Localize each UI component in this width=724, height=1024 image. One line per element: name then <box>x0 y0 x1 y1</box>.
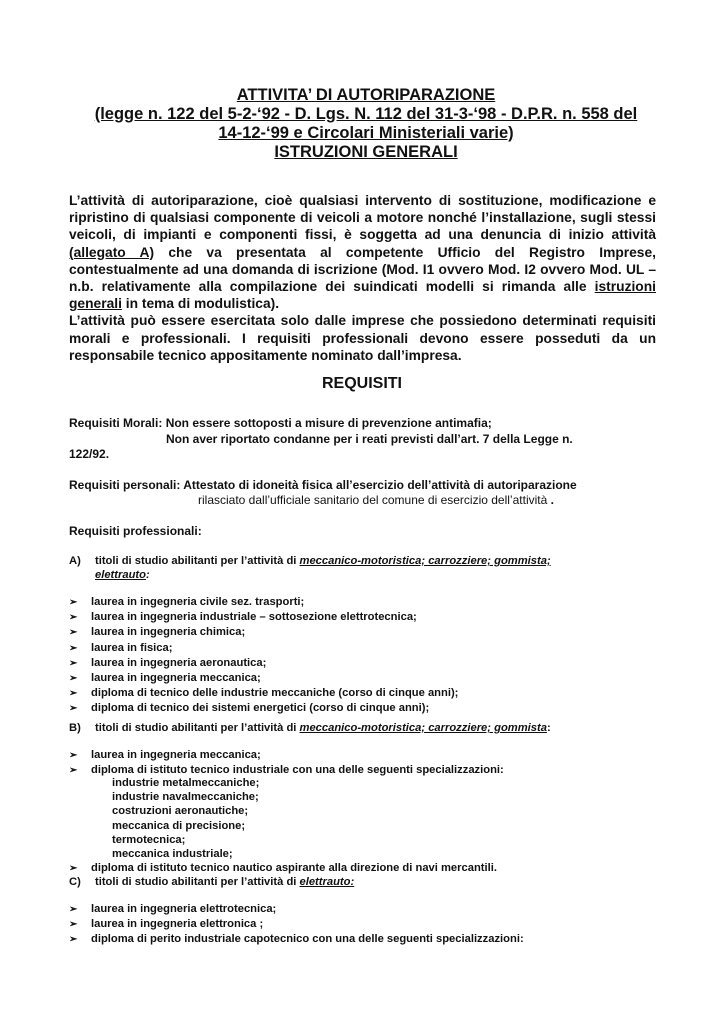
bullet-arrow-icon: ➢ <box>69 597 78 608</box>
list-item-text: laurea in ingegneria chimica; <box>91 626 246 639</box>
list-item-text: laurea in ingegneria elettrotecnica; <box>91 903 277 915</box>
section-a-heading-2 <box>95 568 150 582</box>
list-item-text: laurea in fisica; <box>91 641 173 654</box>
list-item-text: industrie metalmeccaniche; <box>112 777 260 789</box>
requisiti-morali-2: Non aver riportato condanne per i reati previsti dall’art. 7 della Legge n. <box>166 432 573 446</box>
list-item-text: laurea in ingegneria meccanica; <box>91 672 261 685</box>
section-a-heading <box>69 554 551 568</box>
list-item <box>69 847 259 861</box>
header-title: ATTIVITA’ DI AUTORIPARAZIONE <box>236 86 496 104</box>
list-item-text: laurea in ingegneria industriale – sottosezione elettrotecnica; <box>91 611 417 624</box>
requisiti-morali-1: Non essere sottoposti a misure di prevenzione antimafia; <box>165 416 492 430</box>
bullet-arrow-icon: ➢ <box>69 688 78 700</box>
intro-paragraph-1 <box>69 192 656 312</box>
list-item-text: laurea in ingegneria aeronautica; <box>91 656 267 669</box>
list-item <box>69 932 524 947</box>
list-item-text: diploma di tecnico dei sistemi energetici (corso di cinque anni); <box>91 702 430 715</box>
section-b-heading <box>69 721 551 735</box>
requisiti-professionali-label: Requisiti professionali: <box>69 524 202 538</box>
list-item <box>69 776 259 790</box>
bullet-arrow-icon: ➢ <box>69 657 78 669</box>
requisiti-morali <box>69 416 492 431</box>
istruzioni-generali-link[interactable]: istruzioni generali <box>69 279 656 312</box>
section-b-trades: meccanico-motoristica; carrozziere; gommista <box>299 722 547 734</box>
list-item-text: laurea in ingegneria meccanica; <box>91 749 261 761</box>
list-item <box>69 595 458 610</box>
list-item <box>69 610 458 625</box>
header-law-line-2: 14-12-‘99 e Circolari Ministeriali varie) <box>218 124 514 142</box>
section-a-list <box>69 595 458 717</box>
intro-text-part: L’attività di autoriparazione, cioè qualsiasi intervento di sostituzione, modificazione e ripristino di qualsiasi componente di veicoli a motore nonché l’installazione, sugli stessi veicoli, di impianti e componenti fissi, è soggetta ad una denuncia di inizio attività <box>69 193 656 243</box>
list-item-text: diploma di tecnico delle industrie meccaniche (corso di cinque anni); <box>91 687 459 700</box>
requisiti-personali-1: Attestato di idoneità fisica all’esercizio dell’attività di autoriparazione <box>183 478 577 492</box>
list-item-text: meccanica industriale; <box>112 848 233 861</box>
bullet-arrow-icon: ➢ <box>69 627 78 639</box>
intro-text-part: che va presentata al competente Ufficio del Registro Imprese, contestualmente ad una domanda di iscrizione (Mod. I1 ovvero Mod. I2 ovvero Mod. UL – n.b. relativamente alla compilazione dei suindicati modelli si rimanda alle <box>69 244 656 295</box>
section-b-sublist <box>69 776 259 861</box>
section-c-text: titoli di studio abilitanti per l’attività di <box>95 876 300 888</box>
section-a-trades: meccanico-motoristica; carrozziere; gommista; <box>299 555 551 567</box>
list-item-text: termotecnica; <box>112 833 186 846</box>
list-item <box>69 790 259 804</box>
list-item-text: laurea in ingegneria elettronica ; <box>91 918 264 931</box>
list-item-text: industrie navalmeccaniche; <box>112 791 259 804</box>
list-item <box>69 701 458 716</box>
requisiti-personali-text: rilasciato dall’ufficiale sanitario del comune di esercizio dell’attività <box>198 493 548 507</box>
bullet-arrow-icon: ➢ <box>69 673 78 685</box>
list-item <box>69 902 524 917</box>
section-c-letter: C) <box>69 876 81 888</box>
bullet-arrow-icon: ➢ <box>69 863 78 874</box>
list-item-text: diploma di istituto tecnico industriale con una delle seguenti specializzazioni: <box>91 764 504 777</box>
requisiti-heading: REQUISITI <box>321 375 402 392</box>
list-item-text: diploma di perito industriale capotecnico con una delle seguenti specializzazioni: <box>91 933 524 946</box>
section-a-colon: : <box>145 569 150 581</box>
requisiti-personali-2 <box>198 493 554 508</box>
section-b-letter: B) <box>69 722 81 734</box>
document-header <box>66 86 666 162</box>
section-a-text: titoli di studio abilitanti per l’attività di <box>95 555 300 567</box>
list-item <box>69 656 458 671</box>
bullet-arrow-icon: ➢ <box>69 750 78 761</box>
header-law-line: (legge n. 122 del 5-2-‘92 - D. Lgs. N. 112 del 31-3-‘98 - D.P.R. n. 558 del <box>94 105 638 123</box>
bullet-arrow-icon: ➢ <box>69 904 78 915</box>
list-item <box>69 917 524 932</box>
requisiti-morali-label: Requisiti Morali: <box>69 416 166 430</box>
requisiti-personali-dot: . <box>547 493 554 507</box>
bullet-arrow-icon: ➢ <box>69 612 78 624</box>
section-a-letter: A) <box>69 555 81 567</box>
list-item <box>69 641 458 656</box>
list-item <box>69 819 259 833</box>
list-item-text: costruzioni aeronautiche; <box>112 805 249 818</box>
section-b-last-list <box>69 861 497 876</box>
requisiti-personali <box>69 478 577 493</box>
list-item-text: laurea in ingegneria civile sez. trasporti; <box>91 596 305 608</box>
allegato-a-link[interactable]: (allegato A) <box>69 244 155 260</box>
list-item <box>69 686 458 701</box>
section-c-list <box>69 902 524 948</box>
list-item-text: meccanica di precisione; <box>112 819 246 832</box>
bullet-arrow-icon: ➢ <box>69 703 78 715</box>
requisiti-personali-label: Requisiti personali: <box>69 478 184 492</box>
list-item <box>69 625 458 640</box>
requisiti-morali-3: 122/92. <box>69 447 110 461</box>
list-item-text: diploma di istituto tecnico nautico aspirante alla direzione di navi mercantili. <box>91 862 497 874</box>
section-b-text: titoli di studio abilitanti per l’attività di <box>95 722 300 734</box>
list-item <box>69 833 259 847</box>
list-item <box>69 804 259 818</box>
bullet-arrow-icon: ➢ <box>69 642 78 654</box>
bullet-arrow-icon: ➢ <box>69 919 78 931</box>
intro-text-part: in tema di modulistica). <box>121 296 280 312</box>
intro-text <box>69 192 656 364</box>
list-item <box>69 861 497 876</box>
section-b-list <box>69 748 504 778</box>
section-c-heading <box>69 875 354 889</box>
bullet-arrow-icon: ➢ <box>69 934 78 946</box>
header-subtitle: ISTRUZIONI GENERALI <box>274 143 458 161</box>
list-item <box>69 671 458 686</box>
section-c-trades: elettrauto: <box>299 876 355 888</box>
section-a-trades-2: elettrauto <box>95 569 146 581</box>
list-item <box>69 748 504 763</box>
bullet-arrow-icon: ➢ <box>69 765 78 777</box>
section-b-colon: : <box>546 722 551 734</box>
intro-paragraph-2: L’attività può essere esercitata solo dalle imprese che possiedono determinati requisiti morali e professionali. I requisiti professionali devono essere posseduti da un responsabile tecnico appositamente nominato dall’impresa. <box>69 313 656 363</box>
